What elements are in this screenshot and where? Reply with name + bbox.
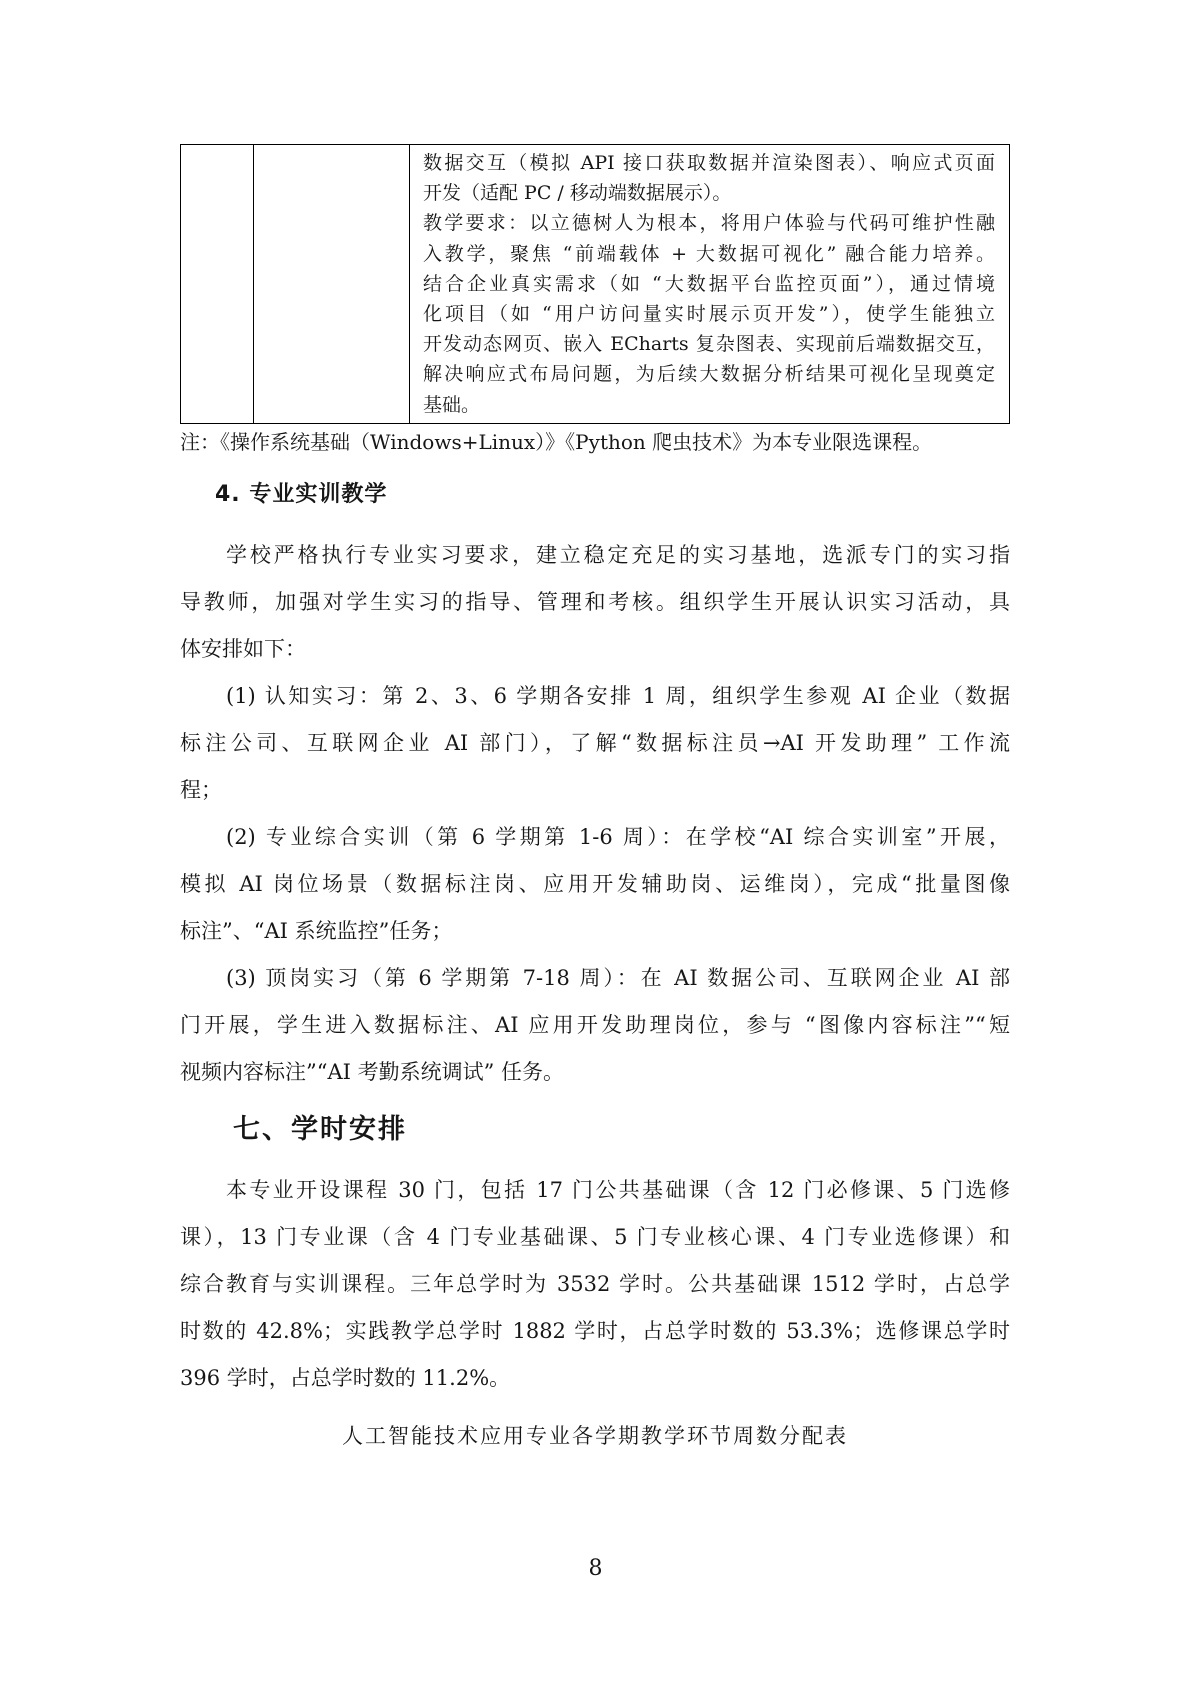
text-line: 视频内容标注”“AI 考勤系统调试” 任务。 — [180, 1060, 565, 1084]
page-number: 8 — [588, 1556, 603, 1581]
text-line: 门开展，学生进入数据标注、AI 应用开发助理岗位，参与 “图像内容标注”“短 — [180, 1013, 1010, 1037]
text-line: 本专业开设课程 30 门，包括 17 门公共基础课（含 12 门必修课、5 门选修 — [226, 1178, 1010, 1202]
text-line: 模拟 AI 岗位场景（数据标注岗、应用开发辅助岗、运维岗），完成“批量图像 — [180, 872, 1010, 896]
text-line: 课），13 门专业课（含 4 门专业基础课、5 门专业核心课、4 门专业选修课）和 — [180, 1225, 1010, 1249]
text-line: 入教学，聚焦 “前端载体 + 大数据可视化” 融合能力培养。 — [423, 242, 995, 265]
text-line: 时数的 42.8%；实践教学总学时 1882 学时，占总学时数的 53.3%；选修课总学时 — [180, 1319, 1010, 1343]
table-cell-empty-middle — [254, 145, 410, 423]
text-line: 开发动态网页、嵌入 ECharts 复杂图表、实现前后端数据交互， — [423, 333, 995, 356]
text-line: 标注公司、互联网企业 AI 部门），了解“数据标注员→AI 开发助理” 工作流 — [180, 731, 1010, 755]
text-line: 导教师，加强对学生实习的指导、管理和考核。组织学生开展认识实习活动，具 — [180, 590, 1010, 614]
text-line: 综合教育与实训课程。三年总学时为 3532 学时。公共基础课 1512 学时，占总学 — [180, 1272, 1010, 1296]
text-line: 学校严格执行专业实习要求，建立稳定充足的实习基地，选派专门的实习指 — [226, 543, 1010, 567]
hours-arrangement-paragraph — [180, 1167, 1010, 1402]
text-line: (3) 顶岗实习（第 6 学期第 7-18 周）：在 AI 数据公司、互联网企业 AI 部 — [226, 966, 1010, 990]
section-heading-practical-training: 4. 专业实训教学 — [215, 482, 388, 507]
text-line: (2) 专业综合实训（第 6 学期第 1-6 周）：在学校“AI 综合实训室”开展， — [226, 825, 1010, 849]
table-footnote: 注：《操作系统基础（Windows+Linux）》《Python 爬虫技术》为本专业限选课程。 — [180, 430, 933, 454]
text-line: 标注”、“AI 系统监控”任务； — [180, 919, 453, 943]
text-line: 396 学时，占总学时数的 11.2%。 — [180, 1366, 511, 1390]
table-cell-course-content — [410, 145, 1009, 423]
text-line: (1) 认知实习：第 2、3、6 学期各安排 1 周，组织学生参观 AI 企业（数据 — [226, 684, 1010, 708]
table-cell-empty-left — [181, 145, 254, 423]
text-line: 教学要求：以立德树人为根本，将用户体验与代码可维护性融 — [423, 212, 995, 235]
text-line: 解决响应式布局问题，为后续大数据分析结果可视化呈现奠定 — [423, 363, 995, 386]
section-heading-hours-arrangement: 七、学时安排 — [233, 1114, 407, 1145]
text-line: 基础。 — [423, 393, 481, 416]
text-line: 结合企业真实需求（如 “大数据平台监控页面”），通过情境 — [423, 272, 995, 295]
practical-training-paragraphs — [180, 532, 1010, 1096]
text-line: 程； — [180, 778, 222, 802]
course-description-table — [180, 144, 1010, 424]
text-line: 体安排如下： — [180, 637, 306, 661]
text-line: 开发（适配 PC / 移动端数据展示）。 — [423, 182, 732, 205]
text-line: 数据交互（模拟 API 接口获取数据并渲染图表）、响应式页面 — [423, 152, 995, 174]
table-caption: 人工智能技术应用专业各学期教学环节周数分配表 — [342, 1424, 848, 1448]
text-line: 化项目（如 “用户访问量实时展示页开发”），使学生能独立 — [423, 302, 995, 325]
